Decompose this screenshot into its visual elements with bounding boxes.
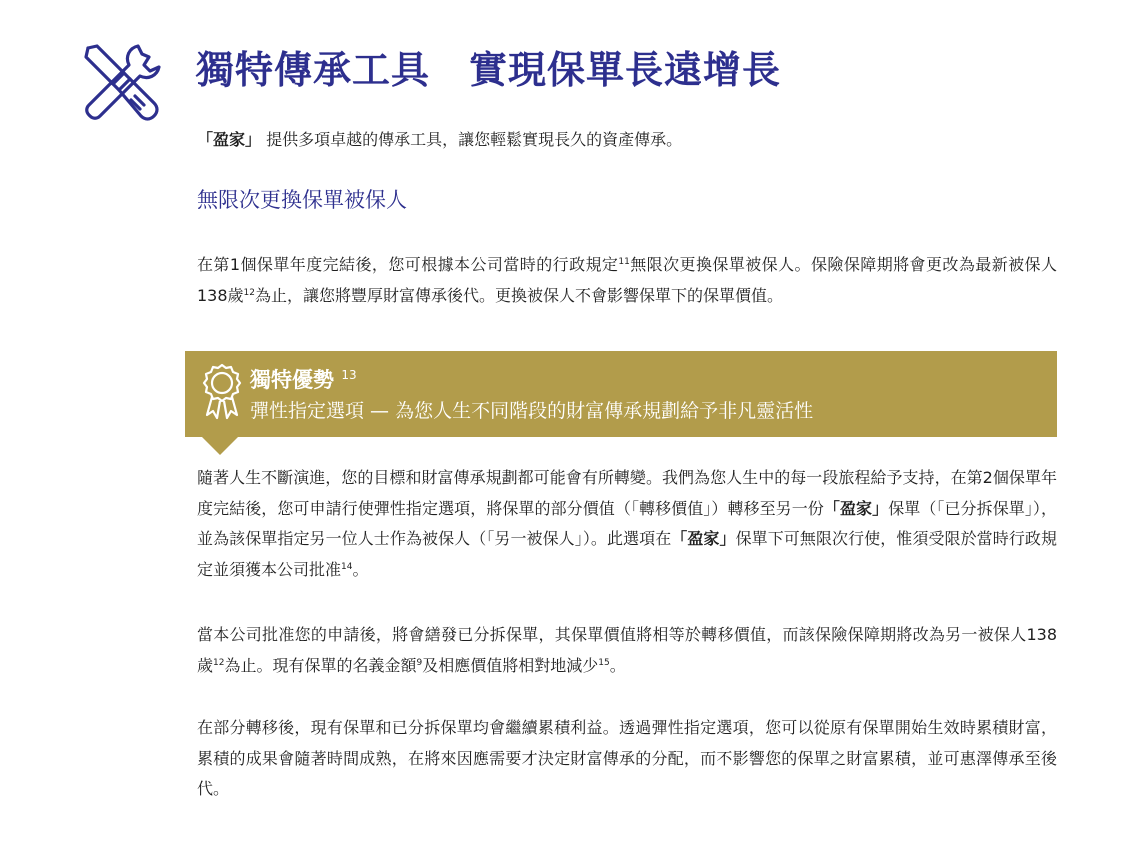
text-run: 。: [352, 559, 369, 579]
text-run: 在第1個保單年度完結後，您可根據本公司當時的行政規定: [197, 255, 619, 274]
footnote-ref: 12: [213, 657, 225, 668]
award-ribbon-icon: [199, 363, 245, 421]
brand-name: 「盈家」: [671, 529, 736, 548]
brand-name: 「盈家」: [197, 130, 262, 149]
text-run: 無限次更換保單被保人。保險保障期將會更改為最新被保人138歲: [197, 255, 1057, 305]
text-run: 為止。現有保單的名義金額: [224, 655, 417, 675]
banner-title-text: 獨特優勢: [250, 368, 334, 392]
paragraph-flexible-option: [197, 463, 1057, 585]
paragraph-approval: [197, 620, 1057, 681]
wrench-screwdriver-icon: [82, 42, 162, 124]
banner-pointer: [202, 437, 238, 455]
intro-text: [197, 127, 682, 153]
footnote-ref: 15: [598, 657, 610, 668]
page-title: 獨特傳承工具 實現保單長遠增長: [196, 48, 782, 92]
text-run: 為止，讓您將豐厚財富傳承後代。更換被保人不會影響保單下的保單價值。: [255, 285, 784, 305]
section-heading: 無限次更換保單被保人: [197, 188, 407, 212]
footnote-ref: 13: [341, 368, 357, 382]
text-run: 保單（「已分拆保單」），並為該保單指定另一位人士作為被保人（「另一被保人」）。此選項在: [197, 498, 1057, 548]
paragraph-unlimited-change: [197, 250, 1057, 311]
text-run: 隨著人生不斷演進，您的目標和財富傳承規劃都可能會有所轉變。我們為您人生中的每一段旅程給予支持，在第2個保單年度完結後，您可申請行使彈性指定選項，將保單的部分價值（「轉移價值」）轉移至另一份: [197, 468, 1057, 518]
text-run: 。: [609, 655, 626, 675]
paragraph-continue-accumulate: 在部分轉移後，現有保單和已分拆保單均會繼續累積利益。透過彈性指定選項，您可以從原有保單開始生效時累積財富，累積的成果會隨著時間成熟，在將來因應需要才決定財富傳承的分配，而不影響您的保單之財富累積，並可惠澤傳承至後代。: [197, 718, 1057, 798]
text-run: 保單下可無限次行使，惟須受限於當時行政規定並須獲本公司批准: [197, 529, 1057, 579]
text-run: 及相應價值將相對地減少: [422, 655, 599, 675]
footnote-ref: 12: [243, 287, 255, 298]
footnote-ref: 14: [341, 561, 353, 572]
footnote-ref: 11: [618, 257, 630, 267]
brand-name: 「盈家」: [823, 498, 889, 518]
footnote-ref: 9: [416, 657, 423, 668]
banner-subtitle: 彈性指定選項 — 為您人生不同階段的財富傳承規劃給予非凡靈活性: [250, 400, 814, 422]
unique-advantage-banner: [185, 351, 1057, 437]
banner-title: [250, 365, 357, 395]
text-run: 當本公司批准您的申請後，將會繕發已分拆保單，其保單價值將相等於轉移價值，而該保險保障期將改為另一被保人138歲: [197, 625, 1057, 675]
intro-body: 提供多項卓越的傳承工具，讓您輕鬆實現長久的資產傳承。: [266, 130, 683, 149]
